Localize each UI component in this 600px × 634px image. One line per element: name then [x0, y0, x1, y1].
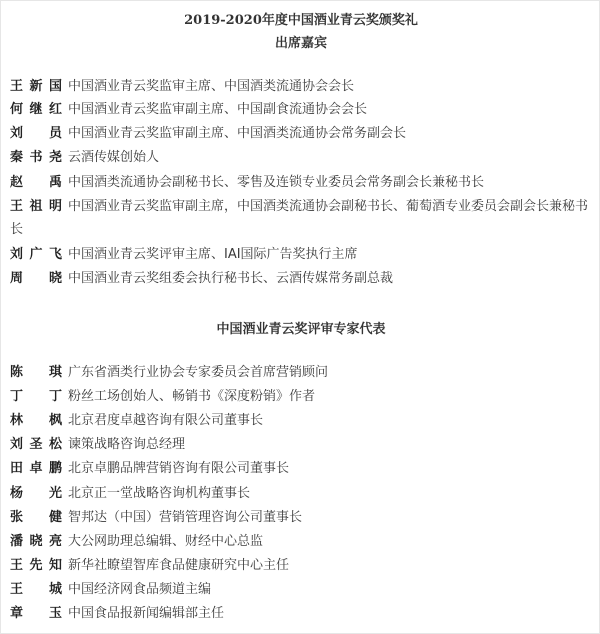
expert-name: 陈 琪: [10, 365, 62, 380]
guest-row: [10, 171, 595, 194]
expert-row: [10, 506, 595, 529]
guest-name: 赵 禹: [10, 175, 62, 190]
expert-name: 林 枫: [10, 413, 62, 428]
guest-row: [10, 146, 595, 169]
guest-row: [10, 195, 595, 241]
guest-name: 周 晓: [10, 271, 62, 286]
expert-name: 潘晓亮: [10, 534, 62, 549]
expert-title: 大公网助理总编辑、财经中心总监: [68, 534, 264, 549]
expert-row: [10, 530, 595, 553]
expert-row: [10, 409, 595, 432]
expert-title: 谏策战略咨询总经理: [68, 437, 186, 452]
guest-name: 刘 员: [10, 126, 62, 141]
guests-heading: 出席嘉宾: [274, 36, 327, 51]
expert-name: 刘圣松: [10, 437, 62, 452]
expert-name: 丁 丁: [10, 389, 62, 404]
event-title: 2019-2020年度中国酒业青云奖颁奖礼: [184, 13, 418, 28]
guest-title: 中国酒业青云奖评审主席、IAI国际广告奖执行主席: [68, 247, 358, 262]
expert-name: 张 健: [10, 510, 62, 525]
guest-name: 王祖明: [10, 199, 62, 214]
guest-title: 云酒传媒创始人: [68, 150, 160, 165]
expert-title: 智邦达（中国）营销管理咨询公司董事长: [68, 510, 303, 525]
guest-title: 中国酒类流通协会副秘书长、零售及连锁专业委员会常务副会长兼秘书长: [68, 175, 485, 190]
guest-title: 中国酒业青云奖组委会执行秘书长、云酒传媒常务副总裁: [68, 271, 394, 286]
expert-name: 田卓鹏: [10, 461, 62, 476]
expert-row: [10, 385, 595, 408]
guest-name: 秦书尧: [10, 150, 62, 165]
guest-row: [10, 75, 595, 98]
expert-row: [10, 361, 595, 384]
guest-row: [10, 98, 595, 121]
expert-row: [10, 578, 595, 601]
guest-row: [10, 243, 595, 266]
expert-title: 北京正一堂战略咨询机构董事长: [68, 486, 251, 501]
guest-name: 刘广飞: [10, 247, 62, 262]
expert-row: [10, 433, 595, 456]
experts-heading: 中国酒业青云奖评审专家代表: [216, 322, 386, 337]
guest-title: 中国酒业青云奖监审副主席，中国酒类流通协会副秘书长、葡萄酒专业委员会副会长兼秘书长: [10, 199, 589, 237]
expert-title: 广东省酒类行业协会专家委员会首席营销顾问: [68, 365, 329, 380]
expert-title: 北京君度卓越咨询有限公司董事长: [68, 413, 264, 428]
expert-title: 粉丝工场创始人、畅销书《深度粉销》作者: [68, 389, 316, 404]
guest-title: 中国酒业青云奖监审主席、中国酒类流通协会会长: [68, 79, 355, 94]
expert-title: 北京卓鹏品牌营销咨询有限公司董事长: [68, 461, 290, 476]
expert-name: 杨 光: [10, 486, 62, 501]
expert-row: [10, 554, 595, 577]
expert-row: [10, 457, 595, 480]
expert-title: 新华社瞭望智库食品健康研究中心主任: [68, 558, 290, 573]
expert-name: 王先知: [10, 558, 62, 573]
guest-title: 中国酒业青云奖监审副主席、中国副食流通协会会长: [68, 102, 368, 117]
expert-name: 王 城: [10, 582, 62, 597]
guest-row: [10, 122, 595, 145]
expert-title: 中国经济网食品频道主编: [68, 582, 212, 597]
expert-title: 中国食品报新闻编辑部主任: [68, 606, 225, 621]
expert-name: 章 玉: [10, 606, 62, 621]
expert-row: [10, 482, 595, 505]
expert-row: [10, 602, 595, 625]
guest-title: 中国酒业青云奖监审副主席、中国酒类流通协会常务副会长: [68, 126, 407, 141]
guest-name: 何继红: [10, 102, 62, 117]
guest-row: [10, 267, 595, 290]
guest-name: 王新国: [10, 79, 62, 94]
